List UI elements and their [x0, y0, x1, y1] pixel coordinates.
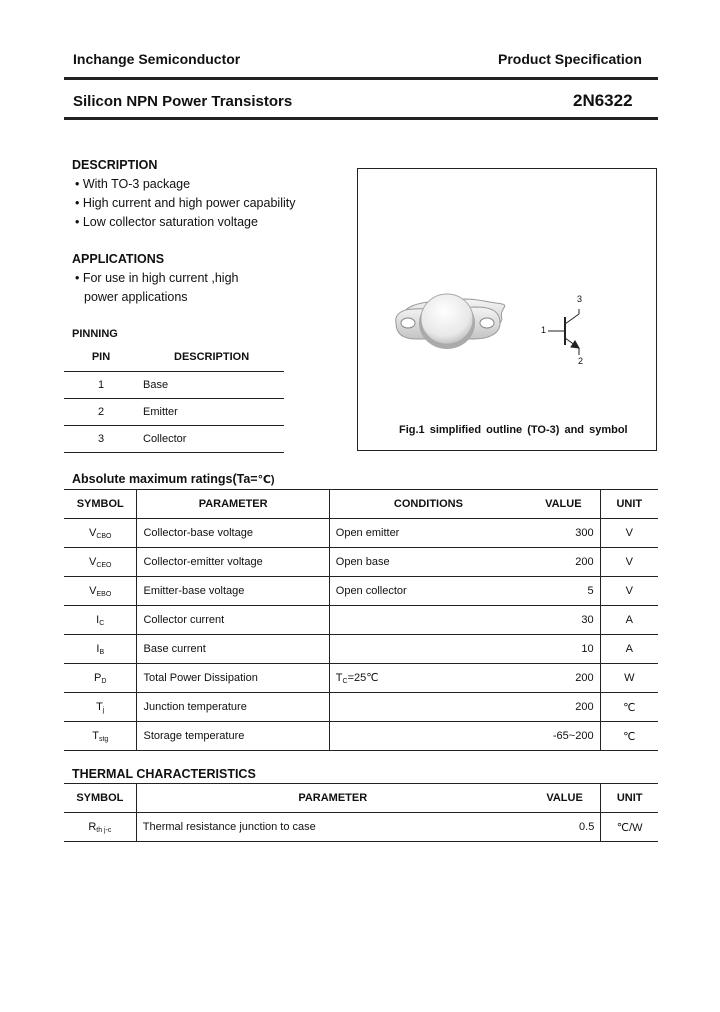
parameter: Junction temperature [137, 693, 329, 722]
condition [329, 664, 527, 693]
pinning-title: PINNING [72, 328, 118, 340]
unit: A [600, 606, 658, 635]
parameter: Base current [137, 635, 329, 664]
unit: V [600, 577, 658, 606]
description-title: DESCRIPTION [72, 158, 158, 172]
value: 5 [527, 577, 600, 606]
table-row [64, 519, 658, 548]
pin-number: 3 [97, 433, 105, 445]
table-row [64, 577, 658, 606]
parameter: Collector-emitter voltage [137, 548, 329, 577]
product-line: Silicon NPN Power Transistors [73, 93, 293, 110]
table-row [64, 722, 658, 751]
unit: V [600, 548, 658, 577]
parameter: Emitter-base voltage [137, 577, 329, 606]
pin-description: Base [143, 379, 169, 391]
applications-item: • For use in high current ,high [75, 271, 239, 285]
unit: ℃ [600, 722, 658, 751]
col-unit: UNIT [600, 490, 658, 519]
pinning-table [64, 343, 284, 453]
condition: Open collector [329, 577, 527, 606]
symbol: V [88, 555, 97, 568]
symbol: I [96, 642, 100, 655]
figure-box [357, 168, 657, 451]
pin-label-2: 2 [578, 356, 584, 366]
pin-label-1: 1 [541, 325, 547, 335]
pin-desc-header: DESCRIPTION [174, 351, 250, 363]
parameter: Total Power Dissipation [137, 664, 329, 693]
condition: Open base [329, 548, 527, 577]
table-row [64, 606, 658, 635]
doc-type: Product Specification [498, 51, 642, 67]
pin-number: 1 [97, 379, 105, 391]
unit: W [600, 664, 658, 693]
symbol: I [96, 613, 100, 626]
parameter: Thermal resistance junction to case [136, 813, 529, 842]
condition [329, 635, 527, 664]
figure-caption: Fig.1 simplified outline (TO-3) and symbol [399, 424, 628, 436]
symbol: P [94, 671, 102, 684]
parameter: Collector current [137, 606, 329, 635]
col-parameter: PARAMETER [136, 784, 529, 813]
company-name: Inchange Semiconductor [73, 51, 241, 67]
unit: V [600, 519, 658, 548]
description-item: • Low collector saturation voltage [75, 215, 258, 229]
symbol: T [92, 729, 99, 742]
thermal-table [64, 783, 658, 842]
symbol-sub: D [101, 677, 107, 685]
value: 200 [527, 664, 600, 693]
symbol: V [88, 526, 97, 539]
symbol: R [88, 820, 97, 833]
value: -65~200 [527, 722, 600, 751]
table-row [64, 548, 658, 577]
pin-header: PIN [91, 351, 111, 363]
condition-rest: =25℃ [347, 672, 379, 684]
value: 300 [527, 519, 600, 548]
symbol-sub: th j-c [96, 826, 112, 834]
ratings-title-unit: ℃) [257, 474, 275, 486]
pin-number: 2 [97, 406, 105, 418]
pin-description: Collector [143, 433, 187, 445]
value: 200 [527, 693, 600, 722]
applications-item: power applications [84, 290, 188, 304]
header-rule-top [64, 77, 658, 80]
col-conditions: CONDITIONS [329, 490, 527, 519]
symbol-sub: B [99, 648, 105, 656]
col-value: VALUE [527, 490, 600, 519]
applications-title: APPLICATIONS [72, 252, 165, 266]
description-item: • With TO-3 package [75, 177, 191, 191]
parameter: Storage temperature [137, 722, 329, 751]
condition [329, 722, 527, 751]
symbol-sub: CEO [96, 561, 112, 569]
condition: Open emitter [329, 519, 527, 548]
parameter: Collector-base voltage [137, 519, 329, 548]
part-number: 2N6322 [573, 91, 633, 110]
symbol-sub: CBO [96, 532, 112, 540]
ratings-title [72, 472, 275, 486]
npn-symbol [548, 309, 579, 355]
header-rule-bottom [64, 117, 658, 120]
symbol-sub: stg [98, 735, 109, 743]
to3-package-icon [358, 169, 656, 450]
table-row [64, 693, 658, 722]
value: 0.5 [529, 813, 601, 842]
condition [329, 606, 527, 635]
pin-description: Emitter [143, 406, 178, 418]
description-item: • High current and high power capability [75, 196, 296, 210]
unit: A [600, 635, 658, 664]
col-symbol: SYMBOL [64, 490, 137, 519]
col-parameter: PARAMETER [137, 490, 329, 519]
ratings-table [64, 489, 658, 751]
condition-sub: C [342, 678, 348, 685]
condition [329, 693, 527, 722]
symbol: V [89, 584, 97, 597]
ratings-title-text: Absolute maximum ratings(Ta= [72, 472, 258, 486]
value: 30 [527, 606, 600, 635]
symbol-sub: C [99, 619, 105, 627]
thermal-title: THERMAL CHARACTERISTICS [72, 767, 256, 781]
col-unit: UNIT [601, 784, 658, 813]
unit: ℃/W [601, 813, 658, 842]
symbol: T [96, 700, 103, 713]
unit: ℃ [600, 693, 658, 722]
value: 10 [527, 635, 600, 664]
value: 200 [527, 548, 600, 577]
symbol-sub: EBO [96, 590, 112, 598]
col-symbol: SYMBOL [64, 784, 136, 813]
condition-sym: T [335, 672, 343, 684]
table-row [64, 664, 658, 693]
pin-label-3: 3 [577, 294, 583, 304]
table-row [64, 813, 658, 842]
table-row [64, 635, 658, 664]
symbol-sub: j [102, 706, 105, 714]
col-value: VALUE [529, 784, 601, 813]
